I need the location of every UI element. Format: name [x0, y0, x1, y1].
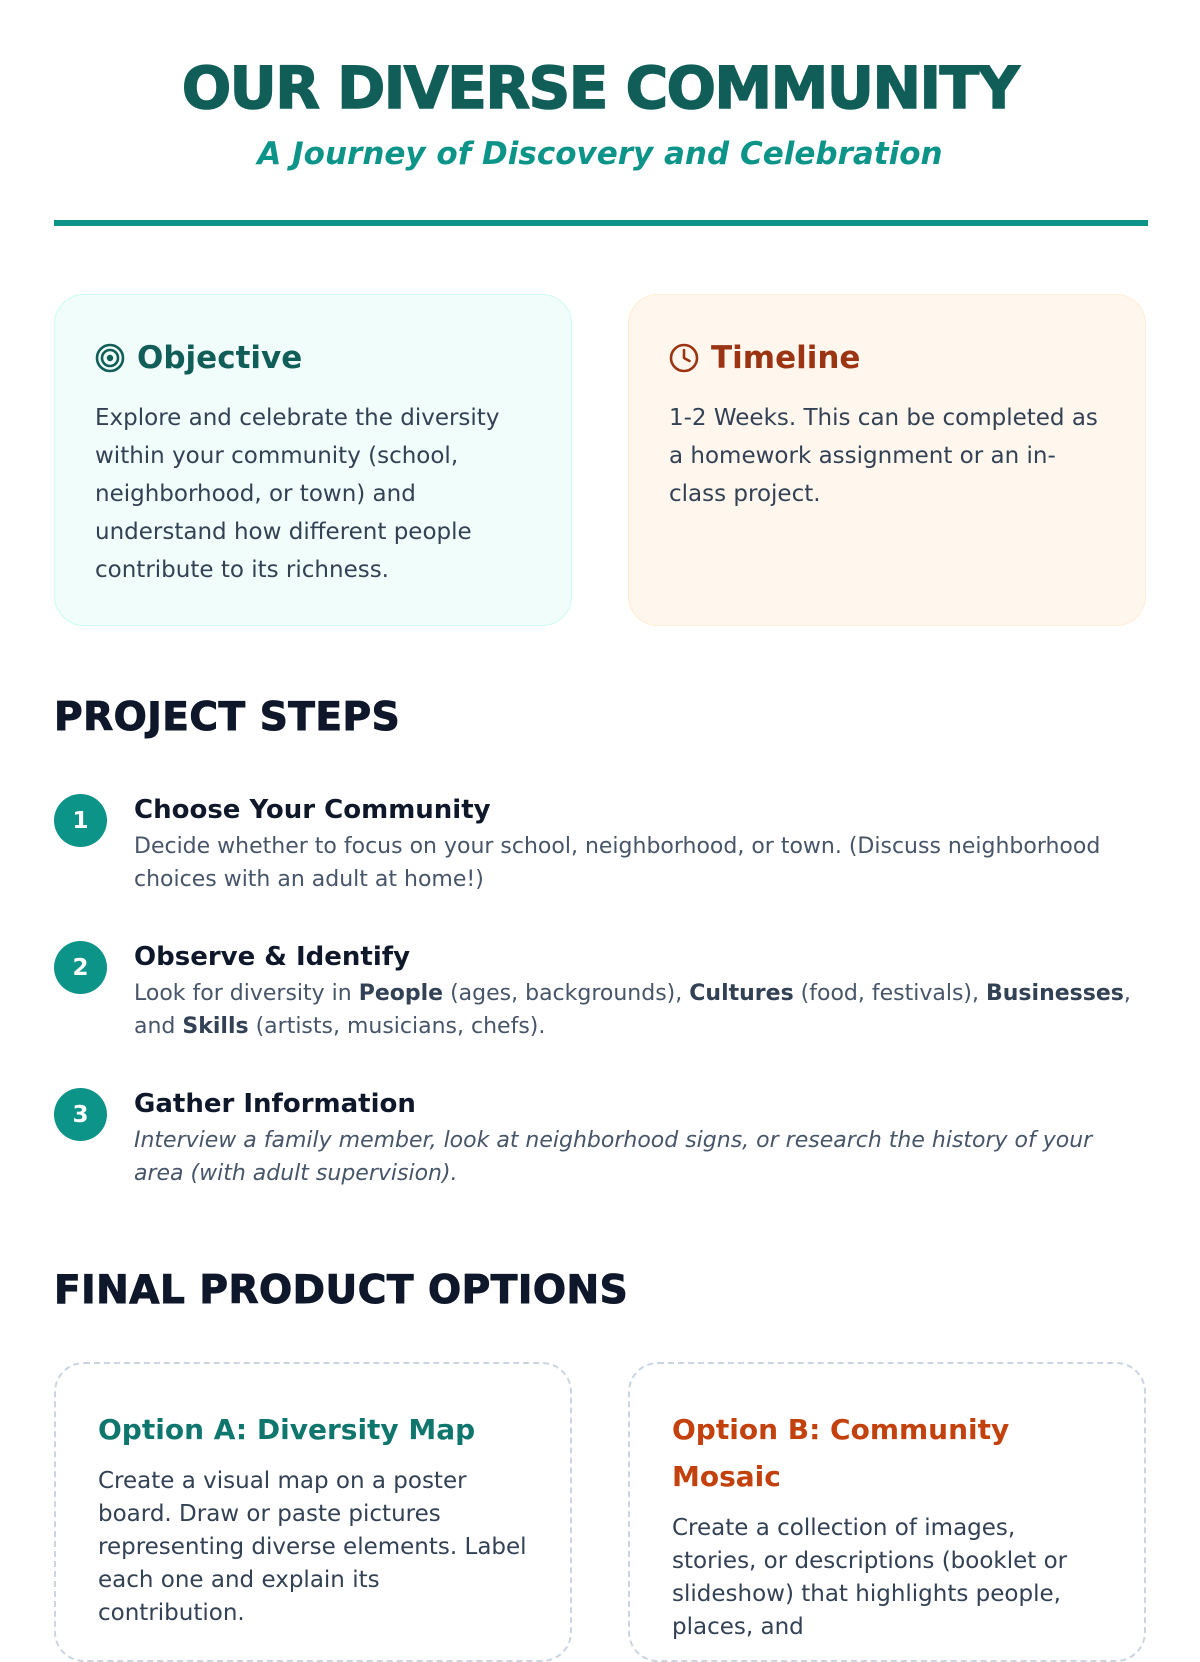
step-body: [134, 939, 1148, 1043]
step-title: Observe & Identify: [134, 942, 411, 972]
step-keyword-cultures: Cultures: [689, 981, 794, 1006]
step-keyword-skills: Skills: [182, 1014, 249, 1039]
timeline-title: Timeline: [711, 340, 861, 376]
page-subtitle: A Journey of Discovery and Celebration: [257, 136, 943, 172]
clock-icon: [669, 343, 699, 373]
step-description: [134, 977, 1148, 1043]
step-description: Decide whether to focus on your school, neighborhood, or town. (Discuss neighborhood choices with an adult at home!): [134, 834, 1101, 892]
option-a-title: Option A: Diversity Map: [98, 1413, 476, 1446]
timeline-header: [669, 337, 1105, 379]
step-number-badge: 3: [54, 1088, 107, 1141]
step-keyword-people: People: [358, 981, 444, 1006]
step-title: Gather Information: [134, 1089, 416, 1119]
objective-header: [95, 337, 531, 379]
option-b-title: Option B: Community Mosaic: [672, 1413, 1010, 1493]
step-keyword-businesses: Businesses: [986, 981, 1124, 1006]
target-icon: [95, 343, 125, 373]
step-text: Look for diversity in: [134, 981, 359, 1006]
step-text: (ages, backgrounds),: [443, 981, 690, 1006]
step-number-badge: 1: [54, 794, 107, 847]
options-heading: FINAL PRODUCT OPTIONS: [54, 1268, 629, 1313]
option-b-text: Create a collection of images, stories, or descriptions (booklet or slideshow) that highlights people, places, and: [672, 1515, 1068, 1640]
header: [0, 0, 1200, 176]
objective-text: Explore and celebrate the diversity within your community (school, neighborhood, or town) and understand how different people contribute to its richness.: [95, 405, 500, 583]
timeline-text: 1-2 Weeks. This can be completed as a homework assignment or an in-class project.: [669, 405, 1098, 507]
timeline-card: [628, 294, 1146, 626]
objective-title: Objective: [137, 340, 303, 376]
step-number-badge: 2: [54, 941, 107, 994]
step-text: (food, festivals),: [793, 981, 986, 1006]
header-divider: [54, 220, 1148, 226]
step-body: [134, 792, 1148, 896]
step-body: [134, 1086, 1148, 1190]
step-description: Interview a family member, look at neighborhood signs, or research the history of your area (with adult supervision).: [134, 1128, 1093, 1186]
step-text: , and: [134, 981, 1131, 1039]
page-title: OUR DIVERSE COMMUNITY: [181, 54, 1019, 122]
option-a-text: Create a visual map on a poster board. Draw or paste pictures representing diverse elements. Label each one and explain its contribution.: [98, 1468, 527, 1626]
option-a-card: [54, 1362, 572, 1662]
objective-card: [54, 294, 572, 626]
step-title: Choose Your Community: [134, 795, 491, 825]
option-b-card: [628, 1362, 1146, 1662]
steps-heading: PROJECT STEPS: [54, 695, 401, 740]
step-text: (artists, musicians, chefs).: [248, 1014, 546, 1039]
